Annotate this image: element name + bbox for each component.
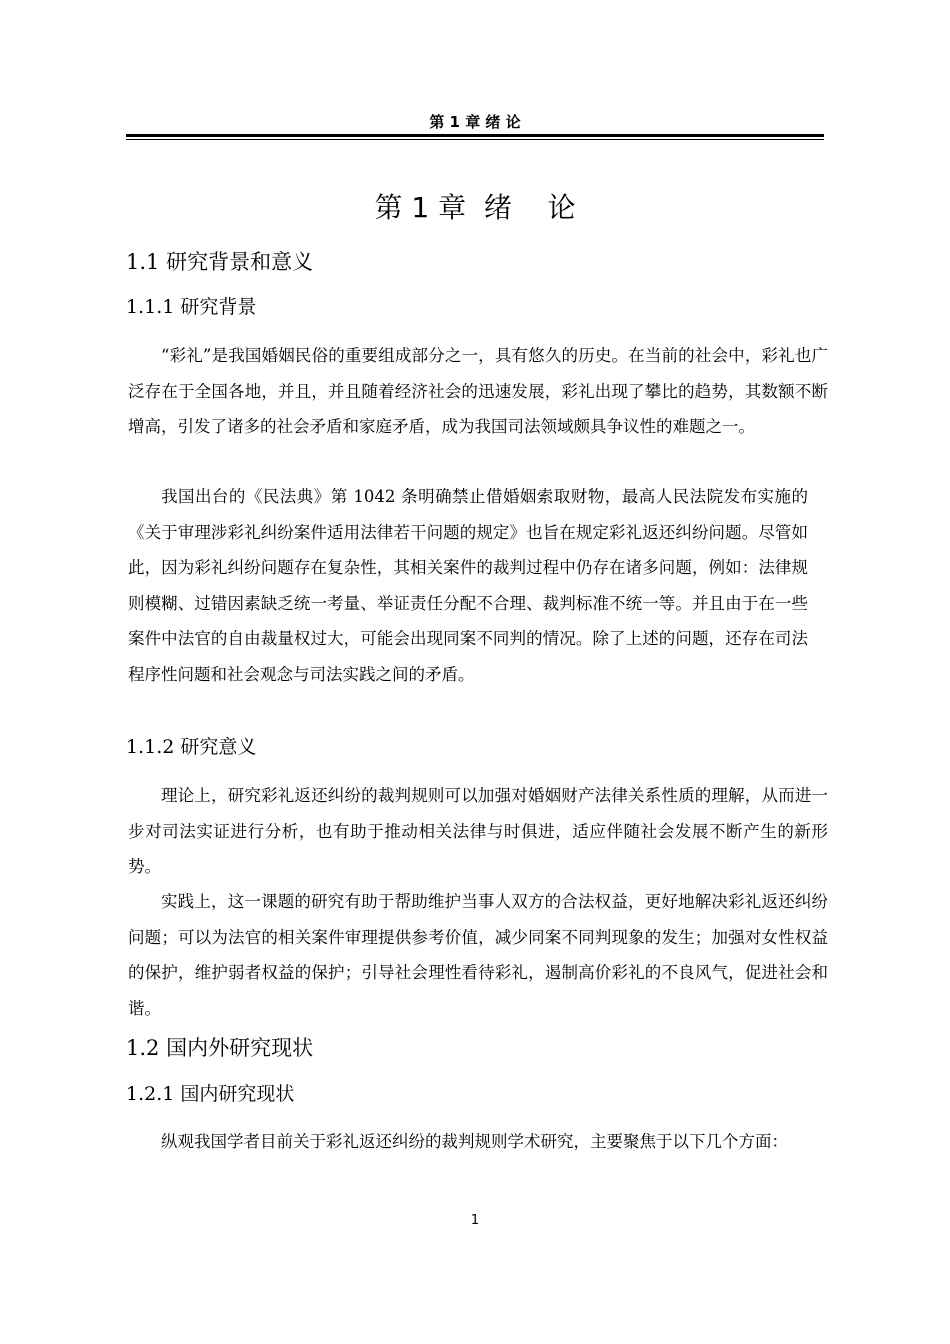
section-heading-1-1: 1.1 研究背景和意义 (126, 250, 314, 274)
header-rule-thick (126, 134, 824, 137)
section-heading-1-2: 1.2 国内外研究现状 (126, 1036, 314, 1060)
page-number: 1 (470, 1213, 480, 1228)
subsection-heading-1-1-1: 1.1.1 研究背景 (126, 296, 257, 318)
subsection-heading-1-2-1: 1.2.1 国内研究现状 (126, 1083, 295, 1105)
subsection-heading-1-1-2: 1.1.2 研究意义 (126, 736, 257, 758)
chapter-title: 第 1 章 绪 论 (374, 191, 576, 224)
paragraph-background-1: “彩礼”是我国婚姻民俗的重要组成部分之一，具有悠久的历史。在当前的社会中，彩礼也广泛存在于全国各地，并且，并且随着经济社会的迅速发展，彩礼出现了攀比的趋势，其数额不断增高，引发了诸多的社会矛盾和家庭矛盾，成为我国司法领域颇具争议性的难题之一。 (128, 346, 828, 436)
paragraph-significance-1: 理论上，研究彩礼返还纠纷的裁判规则可以加强对婚姻财产法律关系性质的理解，从而进一步对司法实证进行分析，也有助于推动相关法律与时俱进，适应伴随社会发展不断产生的新形势。 (128, 786, 828, 876)
paragraph-domestic-research: 纵观我国学者目前关于彩礼返还纠纷的裁判规则学术研究，主要聚焦于以下几个方面： (161, 1132, 788, 1151)
paragraph-background-2: 我国出台的《民法典》第 1042 条明确禁止借婚姻索取财物，最高人民法院发布实施的《关于审理涉彩礼纠纷案件适用法律若干问题的规定》也旨在规定彩礼返还纠纷问题。尽管如此，因为彩礼纠纷问题存在复杂性，其相关案件的裁判过程中仍存在诸多问题，例如：法律规则模糊、过错因素缺乏统一考量、举证责任分配不合理、裁判标准不统一等。并且由于在一些案件中法官的自由裁量权过大，可能会出现同案不同判的情况。除了上述的问题，还存在司法程序性问题和社会观念与司法实践之间的矛盾。 (128, 487, 808, 684)
paragraph-significance-2: 实践上，这一课题的研究有助于帮助维护当事人双方的合法权益，更好地解决彩礼返还纠纷问题；可以为法官的相关案件审理提供参考价值，减少同案不同判现象的发生；加强对女性权益的保护，维护弱者权益的保护；引导社会理性看待彩礼，遏制高价彩礼的不良风气，促进社会和谐。 (128, 892, 828, 1018)
running-header: 第 1 章 绪 论 (429, 113, 521, 131)
header-rule-thin (126, 139, 824, 140)
